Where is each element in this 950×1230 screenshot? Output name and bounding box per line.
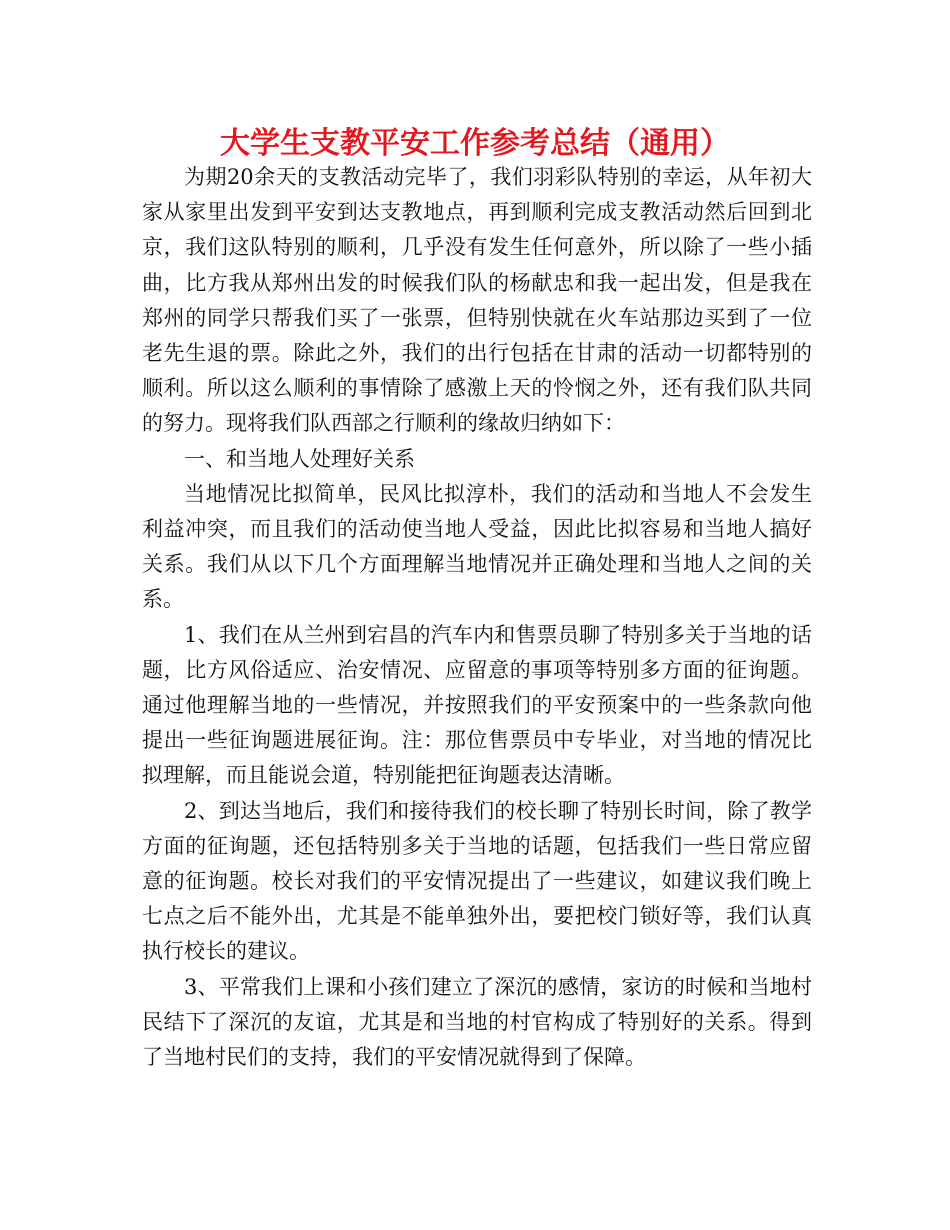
section-heading-relations: 一、和当地人处理好关系 — [184, 446, 415, 471]
paragraph-item-3: 3、平常我们上课和小孩们建立了深沉的感情，家访的时候和当地村民结下了深沉的友谊，尤其是和当地的村官构成了特别好的关系。得到了当地村民们的支持，我们的平安情况就得到了保障。 — [142, 974, 812, 1070]
paragraph-item-2: 2、到达当地后，我们和接待我们的校长聊了特别长时间，除了教学方面的征询题，还包括特别多关于当地的话题，包括我们一些日常应留意的征询题。校长对我们的平安情况提出了一些建议，如建议我们晚上七点之后不能外出，尤其是不能单独外出，要把校门锁好等，我们认真执行校长的建议。 — [142, 798, 812, 964]
document-body — [142, 160, 812, 1075]
document-title: 大学生支教平安工作参考总结（通用） — [220, 126, 730, 161]
paragraph-local-situation: 当地情况比拟简单，民风比拟淳朴，我们的活动和当地人不会发生利益冲突，而且我们的活动使当地人受益，因此比拟容易和当地人搞好关系。我们从以下几个方面理解当地情况并正确处理和当地人之间的关系。 — [142, 481, 812, 612]
paragraph-intro: 为期20余天的支教活动完毕了，我们羽彩队特别的幸运，从年初大家从家里出发到平安到达支教地点，再到顺利完成支教活动然后回到北京，我们这队特别的顺利，几乎没有发生任何意外，所以除了一些小插曲，比方我从郑州出发的时候我们队的杨献忠和我一起出发，但是我在郑州的同学只帮我们买了一张票，但特别快就在火车站那边买到了一位老先生退的票。除此之外，我们的出行包括在甘肃的活动一切都特别的顺利。所以这么顺利的事情除了感激上天的怜悯之外，还有我们队共同的努力。现将我们队西部之行顺利的缘故归纳如下： — [142, 165, 812, 436]
paragraph-item-1: 1、我们在从兰州到宕昌的汽车内和售票员聊了特别多关于当地的话题，比方风俗适应、治安情况、应留意的事项等特别多方面的征询题。通过他理解当地的一些情况，并按照我们的平安预案中的一些条款向他提出一些征询题进展征询。注：那位售票员中专毕业，对当地的情况比拟理解，而且能说会道，特别能把征询题表达清晰。 — [142, 622, 812, 788]
